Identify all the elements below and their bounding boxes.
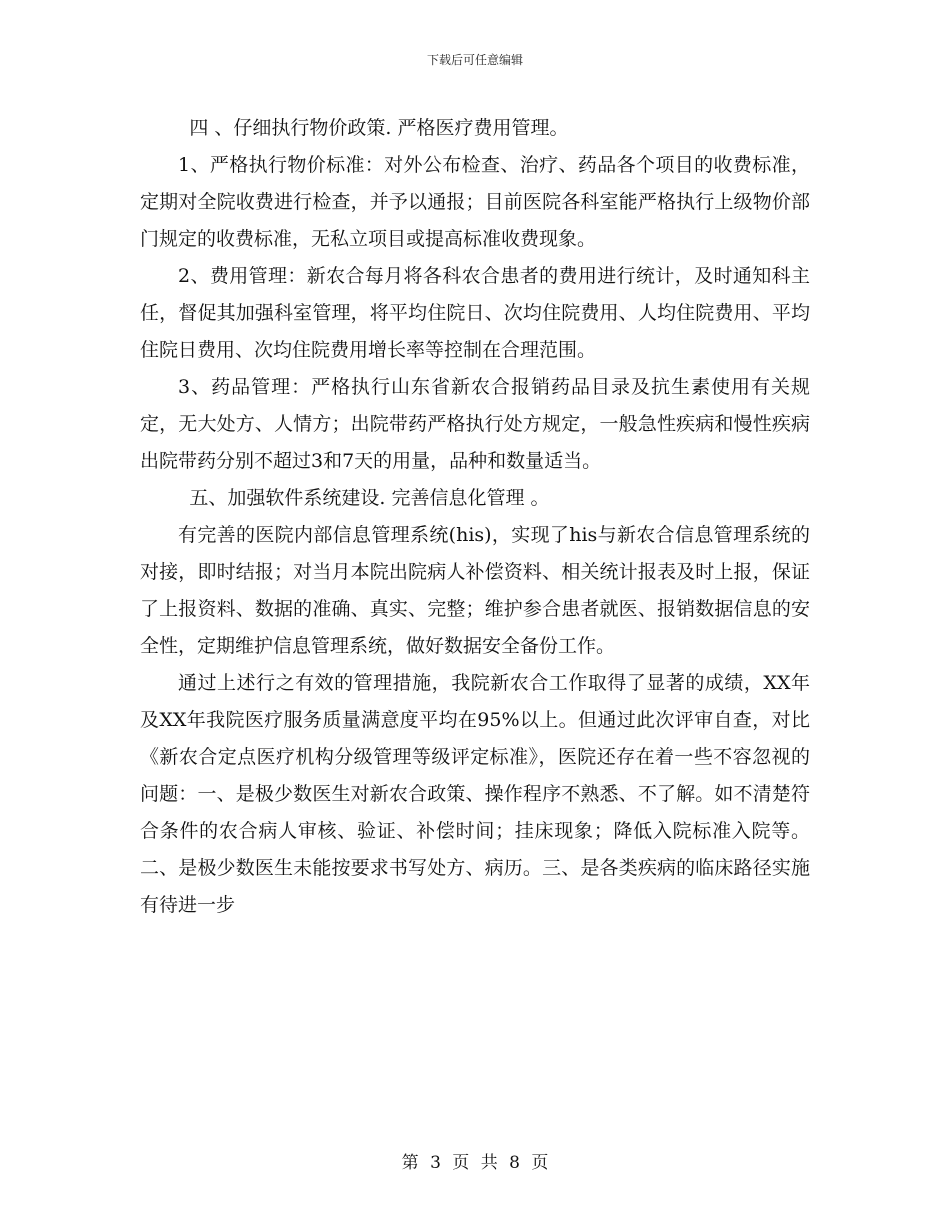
paragraph-price-standard: 1、严格执行物价标准：对外公布检查、治疗、药品各个项目的收费标准，定期对全院收费进行检查，并予以通报；目前医院各科室能严格执行上级物价部门规定的收费标准，无私立项目或提高标准收费现象。 bbox=[140, 154, 810, 250]
section-heading-5: 五、加强软件系统建设. 完善信息化管理 。 bbox=[189, 487, 550, 509]
paragraph-information-system: 有完善的医院内部信息管理系统(his)，实现了his与新农合信息管理系统的对接，即时结报；对当月本院出院病人补偿资料、相关统计报表及时上报，保证了上报资料、数据的准确、真实、完整；维护参合患者就医、报销数据信息的安全性，定期维护信息管理系统，做好数据安全备份工作。 bbox=[140, 524, 810, 657]
page-footer: 第 3 页 共 8 页 bbox=[401, 1153, 549, 1173]
paragraph-summary: 通过上述行之有效的管理措施，我院新农合工作取得了显著的成绩，XX年及XX年我院医疗服务质量满意度平均在95%以上。但通过此次评审自查，对比《新农合定点医疗机构分级管理等级评定标准》，医院还存在着一些不容忽视的问题：一、是极少数医生对新农合政策、操作程序不熟悉、不了解。如不清楚符合条件的农合病人审核、验证、补偿时间；挂床现象；降低入院标准入院等。二、是极少数医生未能按要求书写处方、病历。三、是各类疾病的临床路径实施有待进一步 bbox=[140, 672, 810, 916]
document-body bbox=[140, 110, 810, 924]
section-heading-4: 四 、仔细执行物价政策. 严格医疗费用管理。 bbox=[189, 117, 569, 139]
paragraph-cost-management: 2、费用管理：新农合每月将各科农合患者的费用进行统计，及时通知科主任，督促其加强科室管理，将平均住院日、次均住院费用、人均住院费用、平均住院日费用、次均住院费用增长率等控制在合理范围。 bbox=[140, 265, 810, 361]
page-header: 下载后可任意编辑 bbox=[426, 53, 523, 67]
paragraph-drug-management: 3、药品管理：严格执行山东省新农合报销药品目录及抗生素使用有关规定，无大处方、人情方；出院带药严格执行处方规定，一般急性疾病和慢性疾病出院带药分别不超过3和7天的用量，品种和数量适当。 bbox=[140, 376, 810, 472]
